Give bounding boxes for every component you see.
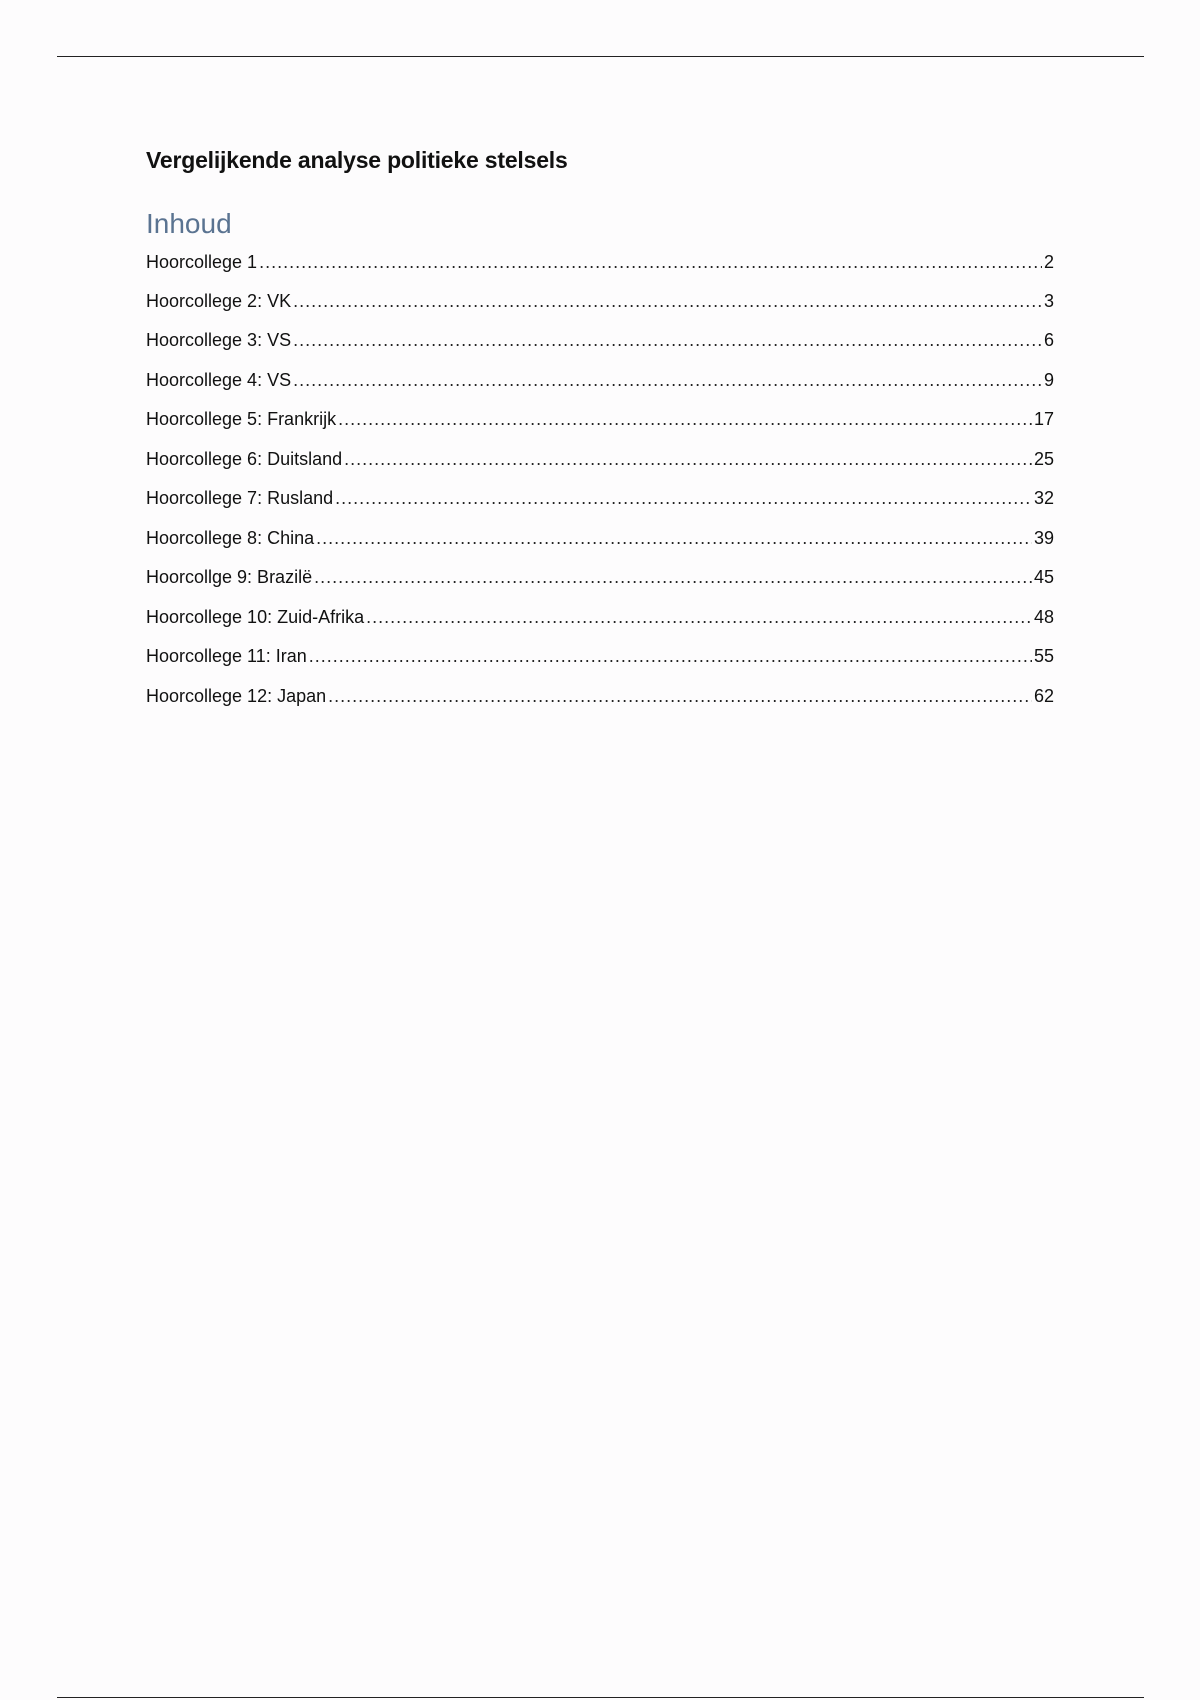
toc-entry-label: Hoorcollege 3: VS: [146, 330, 292, 350]
toc-dot-leader: [344, 447, 1032, 471]
toc-entry-page: 3: [1043, 291, 1054, 311]
toc-entry-label: Hoorcollege 4: VS: [146, 370, 292, 390]
toc-entry-label: Hoorcollge 9: Brazilë: [146, 567, 313, 587]
toc-entry-page: 55: [1033, 646, 1054, 666]
toc-entry[interactable]: [146, 526, 1054, 550]
toc-dot-leader: [366, 605, 1032, 629]
toc-entry[interactable]: [146, 644, 1054, 668]
toc-entry-label: Hoorcollege 6: Duitsland: [146, 449, 343, 469]
toc-entry[interactable]: [146, 447, 1054, 471]
toc-entry-page: 25: [1033, 449, 1054, 469]
toc-dot-leader: [338, 407, 1032, 431]
toc-entry-label: Hoorcollege 8: China: [146, 528, 315, 548]
toc-entry-page: 9: [1043, 370, 1054, 390]
toc-entry-page: 17: [1033, 409, 1054, 429]
toc-entry[interactable]: [146, 368, 1054, 392]
footer-rule: [57, 1697, 1144, 1698]
toc-entry-page: 6: [1043, 330, 1054, 350]
toc-dot-leader: [328, 684, 1032, 708]
toc-entry-page: 45: [1033, 567, 1054, 587]
toc-entry-page: 39: [1033, 528, 1054, 548]
toc-entry-label: Hoorcollege 1: [146, 252, 258, 272]
toc-entry-page: 48: [1033, 607, 1054, 627]
toc-dot-leader: [309, 644, 1032, 668]
toc-entry-label: Hoorcollege 10: Zuid-Afrika: [146, 607, 365, 627]
toc-entry[interactable]: [146, 684, 1054, 708]
toc-entry[interactable]: [146, 250, 1054, 274]
toc-dot-leader: [335, 486, 1032, 510]
toc-heading: Inhoud: [146, 208, 232, 239]
toc-entry[interactable]: [146, 289, 1054, 313]
toc-entry[interactable]: [146, 565, 1054, 589]
toc-entry-label: Hoorcollege 5: Frankrijk: [146, 409, 337, 429]
toc-dot-leader: [316, 526, 1032, 550]
toc-dot-leader: [293, 328, 1042, 352]
toc-entry-label: Hoorcollege 12: Japan: [146, 686, 327, 706]
toc-dot-leader: [293, 289, 1042, 313]
toc-entry[interactable]: [146, 605, 1054, 629]
toc-dot-leader: [259, 250, 1042, 274]
toc-dot-leader: [314, 565, 1032, 589]
toc-entry-label: Hoorcollege 7: Rusland: [146, 488, 334, 508]
toc-entry[interactable]: [146, 486, 1054, 510]
toc-entry[interactable]: [146, 328, 1054, 352]
toc-dot-leader: [293, 368, 1042, 392]
toc-entry-page: 32: [1033, 488, 1054, 508]
toc-entry-label: Hoorcollege 2: VK: [146, 291, 292, 311]
toc-entry[interactable]: [146, 407, 1054, 431]
toc-entry-label: Hoorcollege 11: Iran: [146, 646, 307, 666]
toc-entry-page: 62: [1033, 686, 1054, 706]
header-rule: [57, 56, 1144, 57]
toc-entry-page: 2: [1043, 252, 1054, 272]
document-title: Vergelijkende analyse politieke stelsels: [146, 147, 568, 173]
